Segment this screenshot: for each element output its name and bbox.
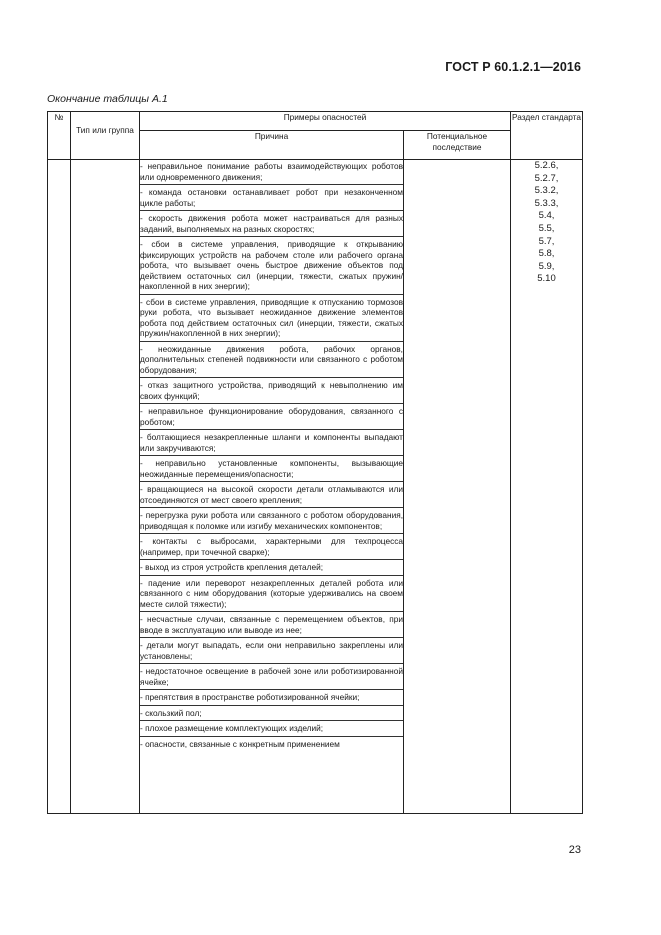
section-ref: 5.9, [538, 260, 555, 272]
cell-potential-consequence [404, 160, 511, 814]
document-code: ГОСТ Р 60.1.2.1—2016 [445, 60, 581, 74]
cause-item: - неправильное понимание работы взаимодействующих роботов или одновременного движения; [140, 160, 403, 185]
cause-item: - препятствия в пространстве роботизированной ячейки; [140, 691, 403, 706]
cell-cause [140, 160, 404, 814]
cause-item: - скорость движения робота может настраиваться для разных заданий, выполняемых на разных скоростях; [140, 212, 403, 237]
cause-item: - сбои в системе управления, приводящие к отпусканию тормозов руки робота, что вызывает неожиданное движение элементов робота под действием остаточных сил (инерции, тяжести, сжатых пружин/накопленной в них энергии); [140, 296, 403, 342]
cause-item: - опасности, связанные с конкретным применением [140, 738, 340, 749]
section-ref: 5.2.7, [534, 172, 559, 184]
cause-item: - несчастные случаи, связанные с перемещением объектов, при вводе в эксплуатацию или выводе из нее; [140, 613, 403, 638]
header-potential-consequence: Потенциальное последствие [404, 131, 511, 160]
section-ref: 5.7, [538, 235, 555, 247]
cause-item: - падение или переворот незакрепленных деталей робота или связанного с ним оборудования (которые удерживались на своем месте силой тяжести); [140, 577, 403, 613]
hazards-table [47, 111, 583, 814]
cause-item: - неожиданные движения робота, рабочих органов, дополнительных степеней подвижности или связанного с роботом оборудования; [140, 343, 403, 379]
cause-item: - болтающиеся незакрепленные шланги и компоненты выпадают или закручиваются; [140, 431, 403, 456]
header-number: № [48, 112, 71, 160]
section-ref: 5.10 [537, 273, 556, 285]
section-ref: 5.5, [538, 222, 555, 234]
cause-item: - недостаточное освещение в рабочей зоне или роботизированной ячейке; [140, 665, 403, 690]
cause-item: - выход из строя устройств крепления деталей; [140, 561, 403, 576]
header-type-group: Тип или группа [71, 112, 140, 160]
header-cause: Причина [140, 131, 404, 160]
section-ref: 5.2.6, [534, 160, 559, 171]
cause-item: - вращающиеся на высокой скорости детали отламываются или отсоединяются от мест своего крепления; [140, 483, 403, 508]
cause-item: - неправильно установленные компоненты, вызывающие неожиданные перемещения/опасности; [140, 457, 403, 482]
cause-item: - скользкий пол; [140, 707, 403, 722]
page-number: 23 [568, 844, 581, 856]
section-ref: 5.3.2, [534, 185, 559, 197]
cause-item: - команда остановки останавливает робот при незаконченном цикле работы; [140, 186, 403, 211]
section-ref: 5.3.3, [534, 197, 559, 209]
cause-item: - плохое размещение комплектующих изделий; [140, 722, 403, 737]
cause-item: - перегрузка руки робота или связанного с роботом оборудования, приводящая к поломке или изгибу механических компонентов; [140, 509, 403, 534]
cell-number [48, 160, 71, 814]
cause-item: - детали могут выпадать, если они неправильно закреплены или установлены; [140, 639, 403, 664]
cause-item: - неправильное функционирование оборудования, связанного с роботом; [140, 405, 403, 430]
cause-item: - отказ защитного устройства, приводящий к невыполнению им своих функций; [140, 379, 403, 404]
header-hazard-examples: Примеры опасностей [140, 112, 511, 131]
section-ref: 5.4, [538, 210, 555, 222]
cell-type-group [71, 160, 140, 814]
section-ref: 5.8, [538, 248, 555, 260]
table-caption: Окончание таблицы А.1 [47, 93, 168, 105]
cause-item: - контакты с выбросами, характерными для техпроцесса (например, при точечной сварке); [140, 535, 403, 560]
cell-standard-section [511, 160, 583, 814]
header-standard-section: Раздел стандарта [511, 112, 583, 160]
cause-item: - сбои в системе управления, приводящие к открыванию фиксирующих устройств на рабочем столе или рабочего органа робота, что вызывает очень быстрое движение объектов под действием остаточных сил (инерции, тяжести, сжатых пружин/накопленной в них энергии); [140, 238, 403, 295]
